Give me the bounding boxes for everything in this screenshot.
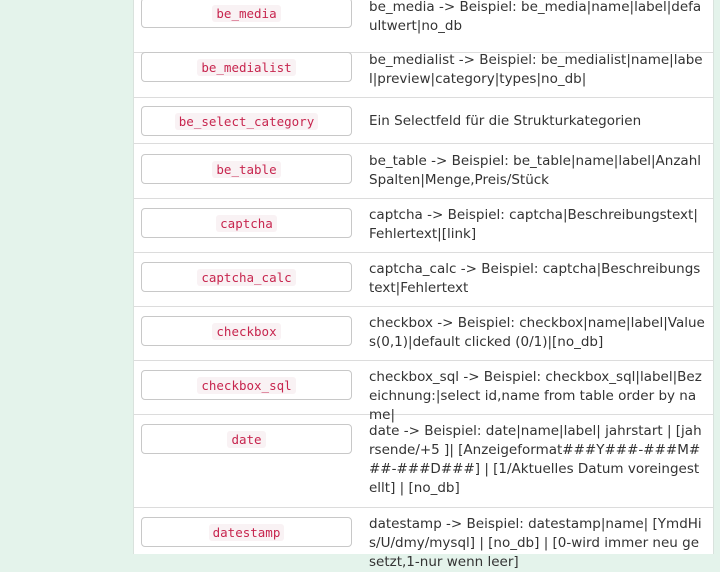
code-box — [141, 370, 352, 400]
code-box — [141, 106, 352, 136]
table-row — [134, 307, 713, 361]
field-description: checkbox_sql -> Beispiel: checkbox_sql|label|Bezeichnung:|select id,name from table order by name| — [369, 369, 702, 423]
field-description: Ein Selectfeld für die Strukturkategorien — [369, 113, 642, 129]
field-description: be_media -> Beispiel: be_media|name|label|defaultwert|no_db — [369, 0, 702, 34]
field-description: be_medialist -> Beispiel: be_medialist|name|label|preview|category|types|no_db| — [369, 52, 703, 87]
field-description: be_table -> Beispiel: be_table|name|label|Anzahl Spalten|Menge,Preis/Stück — [369, 153, 702, 188]
table-row — [134, 0, 713, 53]
code-box — [141, 316, 352, 346]
field-type-code: date — [227, 431, 265, 448]
code-box — [141, 262, 352, 292]
field-description: datestamp -> Beispiel: datestamp|name| [YmdHis/U/dmy/mysql] | [no_db] | [0-wird immer neu gesetzt,1-nur wenn leer] — [369, 516, 702, 570]
field-type-code: checkbox_sql — [197, 377, 295, 394]
table-row — [134, 253, 713, 307]
table-row — [134, 508, 713, 568]
table-row — [134, 144, 713, 199]
field-type-code: be_medialist — [197, 59, 295, 76]
field-type-code: be_table — [212, 161, 280, 178]
code-box — [141, 424, 352, 454]
field-type-code: captcha_calc — [197, 269, 295, 286]
code-box — [141, 208, 352, 238]
table-row — [134, 415, 713, 508]
field-description: captcha -> Beispiel: captcha|Beschreibungstext|Fehlertext|[link] — [369, 207, 698, 242]
table-row — [134, 52, 713, 98]
field-type-code: be_media — [212, 5, 280, 22]
field-type-code: checkbox — [212, 323, 280, 340]
field-description: checkbox -> Beispiel: checkbox|name|label|Values(0,1)|default clicked (0/1)|[no_db] — [369, 315, 705, 350]
table-row — [134, 199, 713, 253]
code-box — [141, 154, 352, 184]
field-type-code: be_select_category — [175, 113, 318, 130]
table-row — [134, 98, 713, 144]
field-description: date -> Beispiel: date|name|label| jahrstart | [jahrsende/+5 ]| [Anzeigeformat###Y###-###M###-###D###] | [1/Aktuelles Datum voreingestellt] | [no_db] — [369, 423, 702, 496]
code-box — [141, 52, 352, 82]
code-box — [141, 0, 352, 28]
field-description: captcha_calc -> Beispiel: captcha|Beschreibungstext|Fehlertext — [369, 261, 701, 296]
code-box — [141, 517, 352, 547]
table-row — [134, 361, 713, 423]
field-type-code: captcha — [216, 215, 277, 232]
content-table — [133, 0, 714, 570]
field-type-code: datestamp — [209, 524, 285, 541]
